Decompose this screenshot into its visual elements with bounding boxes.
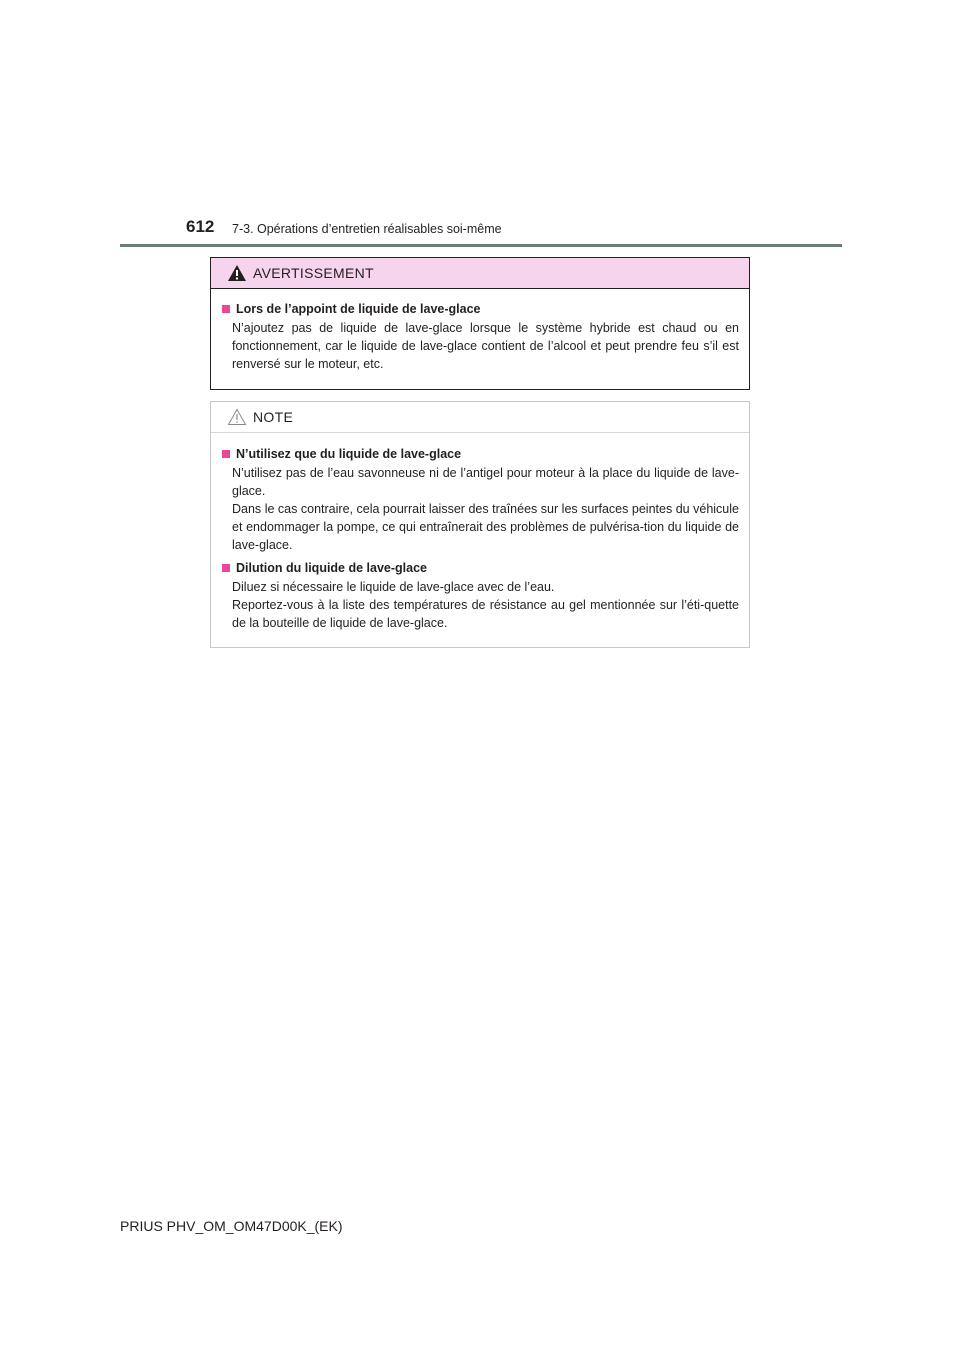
item-paragraph — [222, 319, 739, 373]
warning-box — [210, 257, 750, 390]
item-paragraph — [222, 464, 739, 554]
note-label: NOTE — [253, 409, 294, 425]
warning-item — [222, 299, 739, 373]
paragraph-text: N’ajoutez pas de liquide de lave-glace lorsque le système hybride est chaud ou en fonctionnement, car le liquide de lave-glace contient de l’alcool et peut prendre feu s’il est renversé sur le moteur, etc. — [232, 321, 739, 371]
page-number: 612 — [186, 217, 215, 236]
warning-label: AVERTISSEMENT — [253, 265, 374, 281]
item-title-text: Dilution du liquide de lave-glace — [236, 561, 427, 575]
item-paragraph — [222, 578, 739, 632]
paragraph-text: Reportez-vous à la liste des températures de résistance au gel mentionnée sur l’éti-quette de la bouteille de liquide de lave-glace. — [232, 598, 739, 630]
item-title — [222, 444, 739, 464]
paragraph-text: N’utilisez pas de l’eau savonneuse ni de l’antigel pour moteur à la place du liquide de lave-glace. — [232, 466, 739, 498]
section-title: 7-3. Opérations d’entretien réalisables soi-même — [232, 222, 502, 236]
caution-triangle-icon — [227, 408, 247, 426]
bullet-square-icon — [222, 564, 230, 572]
item-title-text: N’utilisez que du liquide de lave-glace — [236, 447, 462, 461]
note-item — [222, 444, 739, 554]
paragraph-text: Dans le cas contraire, cela pourrait laisser des traînées sur les surfaces peintes du véhicule et endommager la pompe, ce qui entraînerait des problèmes de pulvérisa-tion du liquide de lave-glace. — [232, 502, 739, 552]
note-header — [211, 402, 749, 433]
item-title — [222, 558, 739, 578]
note-body — [211, 433, 749, 632]
bullet-square-icon — [222, 450, 230, 458]
warning-triangle-icon — [227, 264, 247, 282]
document-code: PRIUS PHV_OM_OM47D00K_(EK) — [120, 1218, 343, 1234]
warning-header — [211, 258, 749, 289]
note-box — [210, 401, 750, 648]
item-title — [222, 299, 739, 319]
warning-body — [211, 289, 749, 373]
item-title-text: Lors de l’appoint de liquide de lave-glace — [236, 302, 481, 316]
note-item — [222, 558, 739, 632]
paragraph-text: Diluez si nécessaire le liquide de lave-glace avec de l’eau. — [232, 580, 555, 594]
header-rule — [120, 244, 842, 247]
bullet-square-icon — [222, 305, 230, 313]
